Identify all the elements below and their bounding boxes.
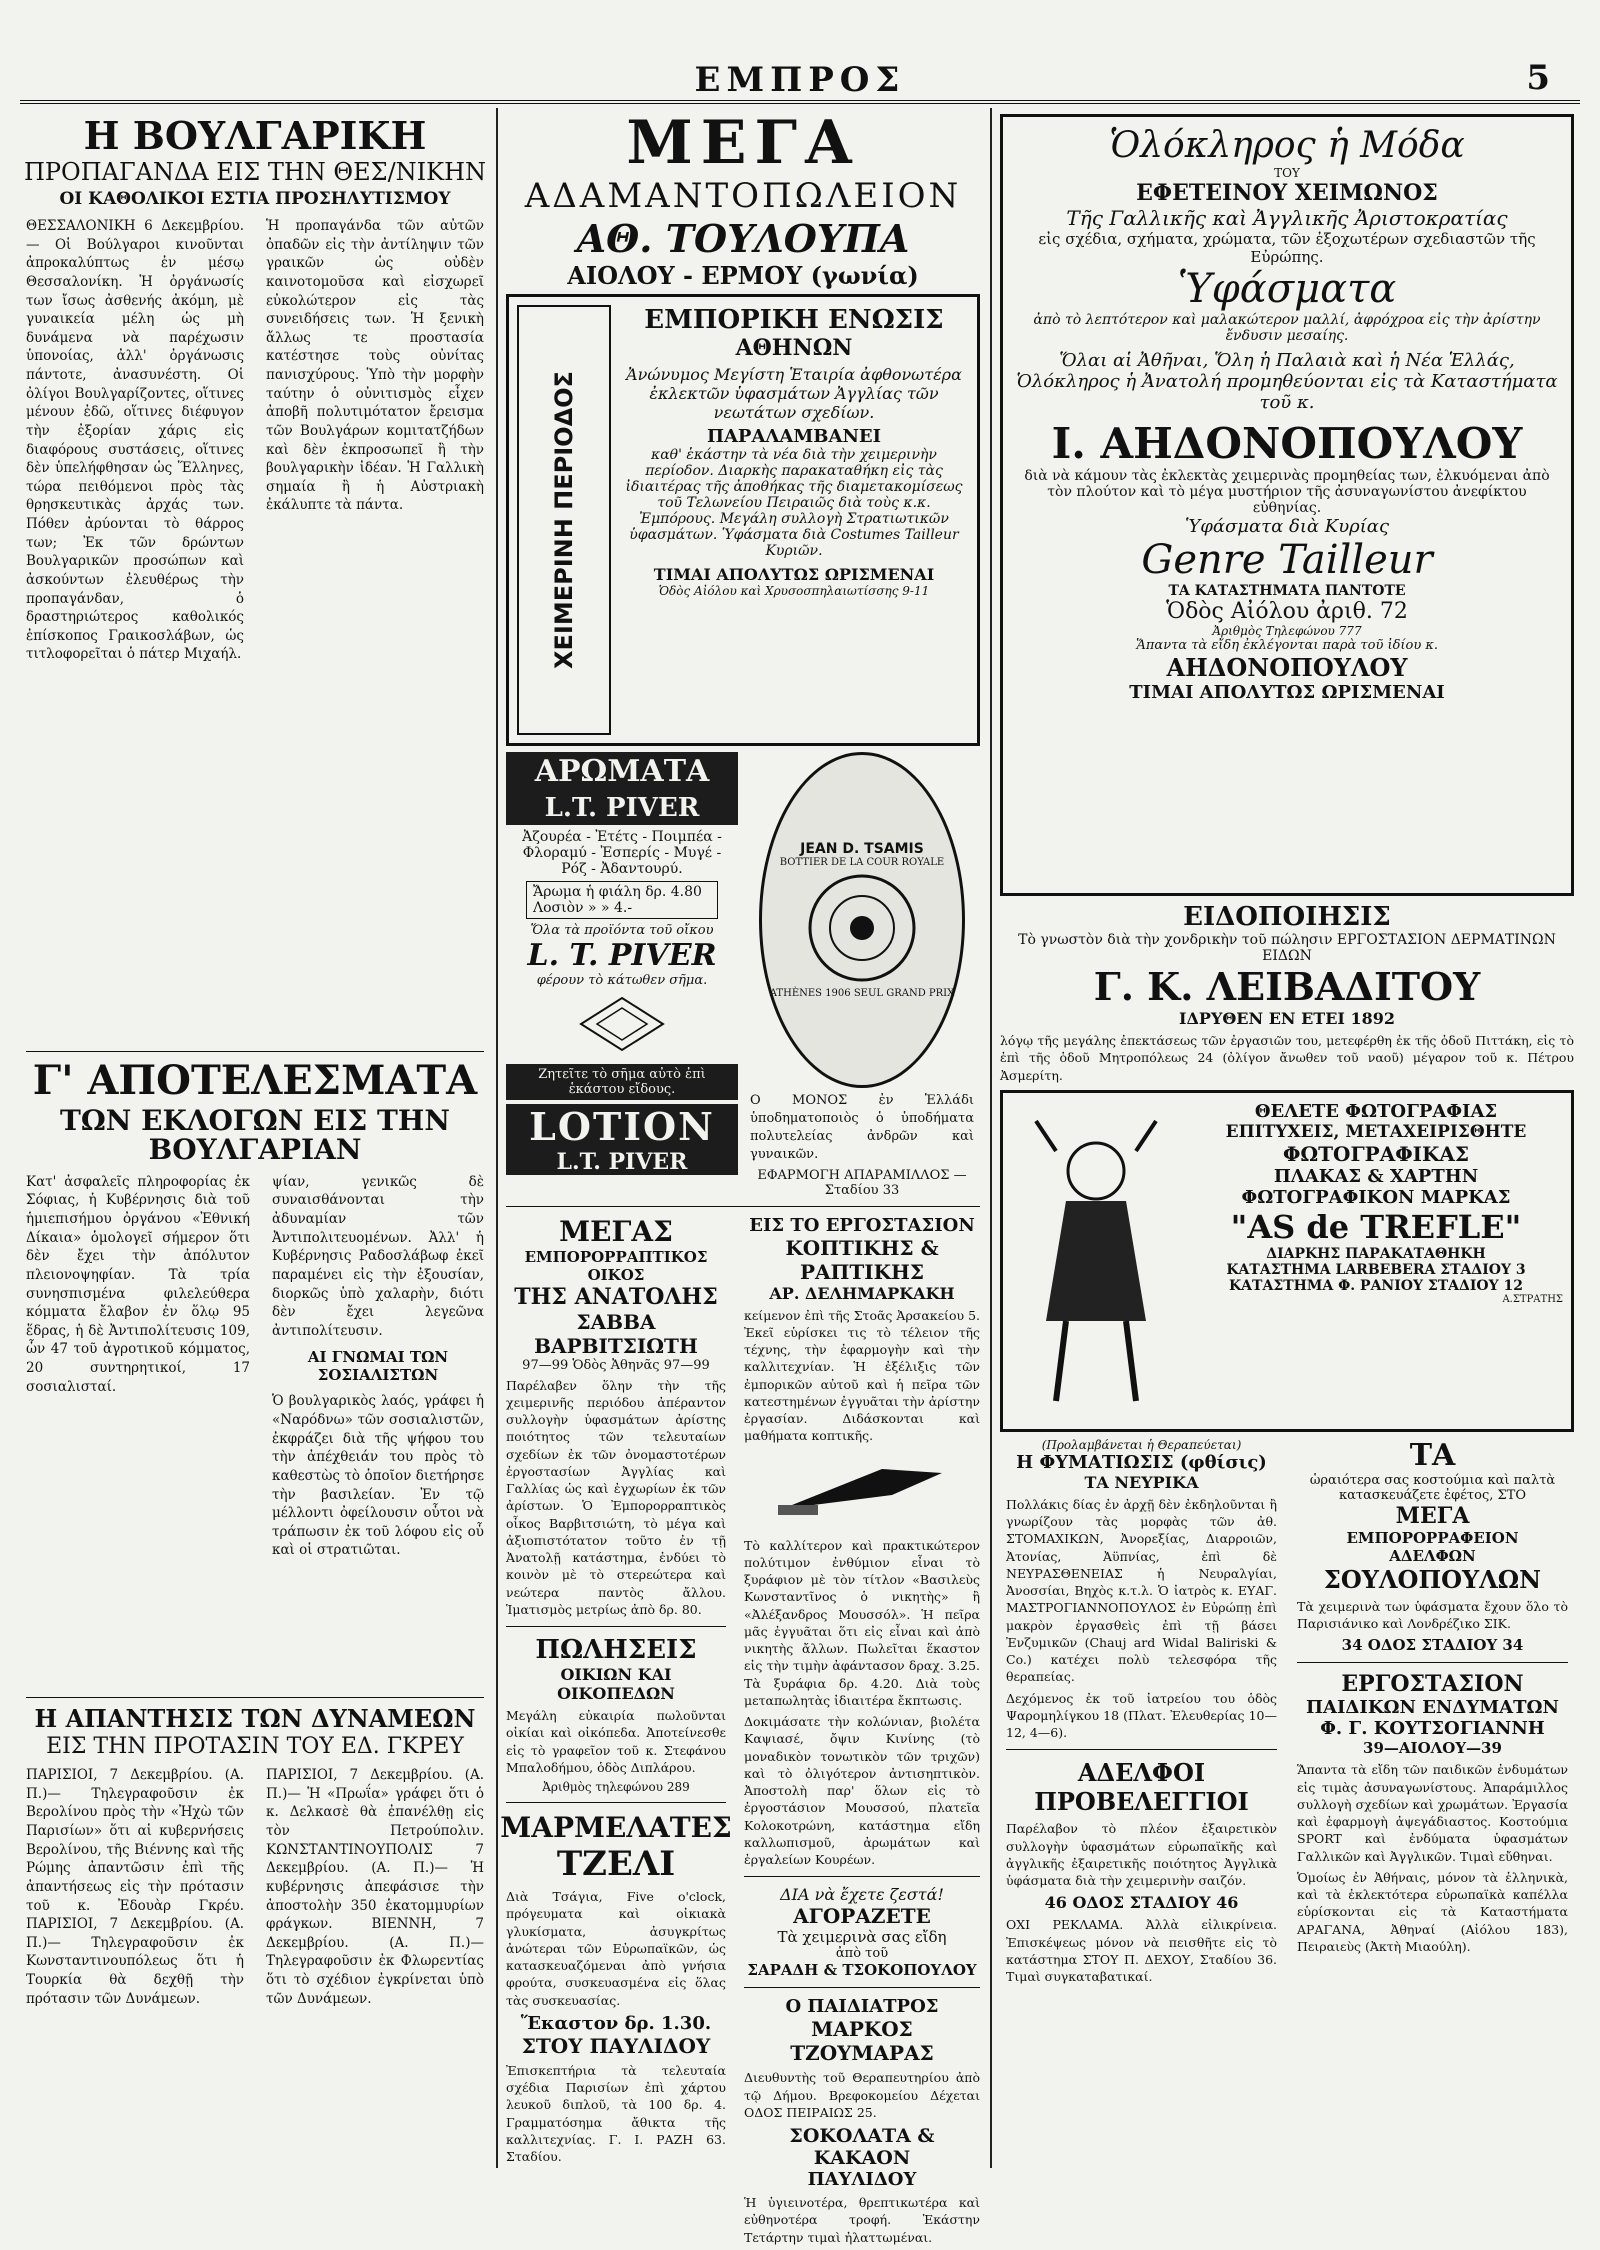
article-text: Κατ' ἀσφαλεῖς πληροφορίας ἐκ Σόφιας, ἡ Κυβέρνησις διὰ τοῦ ἡμιεπισήμου ὀργάνου «Ἐθνική Δίκαια» ὁμολογεῖ σήμερον ὅτι δὲν ἔχει τὴν ἀπόλυτον πλειονοψηφίαν. Τὰ τρία συνησπισμένα φιλελεύθερα κόμματα ἔλαβον ἐν ὅλῳ 95 ἕδρας, ἡ δὲ Ἀντιπολίτευσις 109, ὧν 47 τοῦ ἀγροτικοῦ κόμματος, 20 συντηρητικοί, 17 σοσιαλισταί. — [26, 1173, 250, 1395]
page-number: 5 — [1526, 58, 1550, 98]
medal-icon — [802, 868, 922, 988]
column-news — [20, 108, 490, 2168]
ad-text: Ὁμοίως ἐν Ἀθήναις, μόνον τὰ ἑλληνικὰ, καὶ τὰ ἐκλεκτότερα εὐρωπαϊκὰ καπέλλα εὑρίσκονται εἰς τὰ Καταστήματα ΑΡΑΓΑΝΑ, Ἀθηναί (Αἰόλου 183), Πειραιεὺς (Ἀκτὴ Μιαούλη). — [1297, 1869, 1568, 1954]
article-title: Η ΒΟΥΛΓΑΡΙΚΗ — [83, 113, 427, 158]
ad-address: ΕΦΑΡΜΟΓΗ ΑΠΑΡΑΜΙΛΛΟΣ — Σταδίου 33 — [757, 1167, 967, 1198]
ad-line: ΚΑΤΑΣΤΗΜΑ Φ. ΡΑΝΙΟΥ ΣΤΑΔΙΟΥ 12 — [1229, 1277, 1523, 1294]
divider — [506, 1206, 980, 1207]
ad-line: ΑΘ. ΤΟΥΛΟΥΠΑ — [576, 215, 910, 261]
ad-text: ὡραιότερα σας κοστούμια καὶ παλτὰ κατασκευάζετε ἐφέτος, ΣΤΟ — [1309, 1472, 1556, 1503]
article-text: Ὁ βουλγαρικὸς λαός, γράφει ἡ «Ναρόδνω» τῶν σοσιαλιστῶν, ἐκφράζει διὰ τῆς ψήφου του τὴν ἀπέχθειάν του πρὸς τὸ καθεστὼς τὸ ὁποῖον διετήρησε τὴν βασιλείαν. Ἐν τῷ μέλλοντι ὀφείλουσιν οὗτοι νὰ τράπωσιν ἐκ τοῦ λόφου εἰς οὗ καὶ οἱ στρατιῶται. — [272, 1393, 484, 1559]
ad-text: φέρουν τὸ κάτωθεν σῆμα. — [536, 972, 708, 988]
ad-name: ΑΡ. ΔΕΛΗΜΑΡΚΑΚΗ — [769, 1283, 955, 1303]
ad-text: Ἀνώνυμος Μεγίστη Ἑταιρία ἀφθονωτέρα ἐκλεκτῶν ὑφασμάτων Ἀγγλίας τῶν νεωτάτων σχεδίων. — [626, 364, 962, 422]
ad-signature: Α.ΣΤΡΑΤΗΣ — [1502, 1293, 1563, 1305]
divider — [506, 1626, 726, 1627]
ad-name: ΜΑΡΚΟΣ ΤΖΟΥΜΑΡΑΣ — [790, 2017, 934, 2066]
ad-line: Τῆς Γαλλικῆς καὶ Ἀγγλικῆς Ἀριστοκρατίας — [1066, 206, 1508, 230]
ad-line: ΘΕΛΕΤΕ ΦΩΤΟΓΡΑΦΙΑΣ — [1254, 1100, 1498, 1122]
ad-line: ΚΑΤΑΣΤΗΜΑ LARBEBERA ΣΤΑΔΙΟΥ 3 — [1226, 1261, 1526, 1278]
ad-line: ΙΔΡΥΘΕΝ ΕΝ ΕΤΕΙ 1892 — [1179, 1009, 1395, 1028]
ad-line: ΔΙΑ νὰ ἔχετε ζεστά! — [780, 1885, 944, 1905]
ad-text: Ὅλα τὰ προϊόντα τοῦ οἴκου — [530, 922, 714, 938]
ad-medal-oval — [759, 752, 965, 1088]
ad-side-text: ΧΕΙΜΕΡΙΝΗ ΠΕΡΙΟΔΟΣ — [550, 370, 578, 669]
ad-tsamis — [744, 752, 980, 1198]
article-text: Ἡ προπαγάνδα τῶν αὐτῶν ὀπαδῶν εἰς τὴν ἀντίληψιν τῶν γραικῶν ὡς οὐδὲν καινοτομοῦσα καὶ εἰσχωρεῖ εὐκολώτερον εἰς τὰς συνειδήσεις των. Ἡ ξενικὴ ἄλλως τε προστασία κατέστησε τοὺς οὐνίτας πανισχύρους. Ὑπὸ τὴν μορφὴν ταύτην ὁ οὐνιτισμὸς εἶχεν ἀποβῆ πολυτιμότατον ἔρεισμα τῶν Βουλγάρων κομιτατζήδων καὶ δὲν ἐκπροσωπεῖ ἢ τὴν βουλγαρικὴν ἰδέαν. Ἡ Γαλλικὴ σημαία ἢ ἡ Αὐστριακὴ ἐκάλυπτε τὰ πάντα. — [266, 218, 484, 514]
divider — [1297, 1662, 1568, 1663]
article-subtitle: ΕΙΣ ΤΗΝ ΠΡΟΤΑΣΙΝ ΤΟΥ ΕΔ. ΓΚΡΕΥ — [46, 1734, 464, 1760]
ad-brand: JEAN D. TSAMIS — [800, 840, 924, 857]
ad-text: Ἡ ὑγιεινοτέρα, θρεπτικωτέρα καὶ εὐθηνοτέρα τροφή. Ἑκάστην Τετάρτην τιμαὶ ἠλαττωμέναι. — [744, 2195, 980, 2245]
ad-title: Ο ΠΑΙΔΙΑΤΡΟΣ — [785, 1996, 939, 2018]
ad-title: ΜΕΓΑ — [626, 108, 860, 178]
masthead — [20, 52, 1580, 104]
article-subtitle: ΠΡΟΠΑΓΑΝΔΑ ΕΙΣ ΤΗΝ ΘΕΣ/ΝΙΚΗΝ — [23, 157, 487, 186]
article-subhead: ΑΙ ΓΝΩΜΑΙ ΤΩΝ ΣΟΣΙΑΛΙΣΤΩΝ — [307, 1348, 449, 1385]
ad-text: Τὸ γνωστὸν διὰ τὴν χονδρικὴν τοῦ πώλησιν ΕΡΓΟΣΤΑΣΙΟΝ ΔΕΡΜΑΤΙΝΩΝ ΕΙΔΩΝ — [1018, 932, 1556, 964]
ad-price: Ἄρωμα ἡ φιάλη δρ. 4.80 — [533, 883, 702, 900]
ad-line: ΤΟΥ — [1274, 166, 1300, 180]
ad-line: ΑΙΟΛΟΥ - ΕΡΜΟΥ (γωνία) — [567, 260, 919, 290]
ad-address: 97—99 Ὁδὸς Ἀθηνᾶς 97—99 — [522, 1357, 710, 1373]
ad-shop: ΠΑΥΛΙΔΟΥ — [807, 2169, 917, 2191]
ad-row — [506, 752, 980, 1198]
ad-address: Ὁδὸς Αἰόλου καὶ Χρυσοσπηλαιωτίσσης 9-11 — [658, 583, 930, 598]
ad-name: Φ. Γ. ΚΟΥΤΣΟΓΙΑΝΝΗ — [1320, 1718, 1545, 1740]
ad-piver — [506, 752, 738, 1198]
divider — [26, 1697, 484, 1698]
ad-brand: ΤΖΕΛΙ — [556, 1844, 676, 1885]
ad-text: Ἅπαντα τὰ εἴδη τῶν παιδικῶν ἐνδυμάτων εἰς τιμὰς ἀσυναγωνίστους. Ἀπαράμιλλος συλλογὴ σχεδίων καὶ χρωμάτων. Ἐργασία καὶ ἐφαρμογὴ ἀψεγάδιαστος. Κοστούμια SPORT καὶ ἐνδύματα ὑφασμάτων Γαλλικῶν καὶ Ἀγγλικῶν. Τιμαὶ εὔθηναι. — [1297, 1762, 1568, 1864]
ad-text: καθ' ἑκάστην τὰ νέα διὰ τὴν χειμερινὴν περίοδον. Διαρκὴς παρακαταθήκη εἰς τὰς ἰδιαιτέρας τῆς ἀποθήκας τῆς διαμετακομίσεως τοῦ Τελωνείου Πειραιῶς διὰ τοὺς κ.κ. Ἐμπόρους. Μεγάλη συλλογὴ Στρατιωτικῶν ὑφασμάτων. Ὑφάσματα διὰ Costumes Tailleur Κυριῶν. — [625, 446, 963, 559]
ad-text: εἰς σχέδια, σχήματα, χρώματα, τῶν ἐξοχωτέρων σχεδιαστῶν τῆς Εὐρώπης. — [1038, 230, 1536, 266]
ad-trademark-icon — [506, 994, 738, 1058]
ad-title: Ὁλόκληρος ἡ Μόδα — [1109, 125, 1465, 166]
ad-line: ἀπὸ τοῦ — [835, 1946, 889, 1962]
ad-line: ΚΟΠΤΙΚΗΣ & ΡΑΠΤΙΚΗΣ — [785, 1235, 939, 1284]
ad-price: Λοσιὸν » » 4.- — [533, 899, 633, 916]
ad-notice-leivaditou — [994, 902, 1580, 1084]
ad-text: ATHÈNES 1906 SEUL GRAND PRIX — [769, 987, 955, 999]
ad-heading: ΤΑ — [1409, 1437, 1456, 1473]
ad-tailors — [1291, 1438, 1574, 1990]
ad-side-banner — [517, 305, 611, 735]
ad-line: ΣΑΒΒΑ ΒΑΡΒΙΤΣΙΩΤΗ — [534, 1309, 698, 1358]
ad-column-right — [738, 1215, 986, 2250]
divider — [744, 1876, 980, 1877]
ad-price: ΤΙΜΑΙ ΑΠΟΛΥΤΩΣ ΩΡΙΣΜΕΝΑΙ — [1129, 682, 1445, 703]
column-rule — [496, 108, 498, 2168]
ad-line: ΑΓΟΡΑΖΕΤΕ — [793, 1904, 931, 1929]
ad-title: ΜΕΓΑΣ — [559, 1214, 673, 1248]
column-ads-middle — [500, 108, 986, 2245]
ad-brand: L.T. PIVER — [506, 791, 738, 825]
ad-text: Μεγάλη εὐκαιρία πωλοῦνται οἰκίαι καὶ οἰκόπεδα. Ἀποτείνεσθε εἰς τὸ γραφεῖον τοῦ κ. Στεφάνου Μπαλοδήμου, ὁδὸς Διπλάρου. — [506, 1708, 726, 1775]
ad-title: LOTION — [506, 1104, 738, 1149]
column-ads-right — [994, 108, 1580, 2168]
divider — [744, 1987, 980, 1988]
ad-text: Ἀζουρέα - Ἐτέτς - Ποιμπέα - Φλοραμύ - Ἐσπερίς - Μυγέ - Ρόζ - Ἀδαντουρύ. — [522, 828, 722, 877]
ad-line: ΤΑ ΝΕΥΡΙΚΑ — [1084, 1472, 1199, 1492]
ad-line: ΔΙΑΡΚΗΣ ΠΑΡΑΚΑΤΑΘΗΚΗ — [1266, 1245, 1486, 1262]
ad-mega-diamonds — [500, 108, 986, 290]
ad-saradi — [738, 1885, 986, 1979]
ad-text: Ὑφάσματα διὰ Κυρίας — [1184, 516, 1390, 537]
ad-stamp: Ζητεῖτε τὸ σῆμα αὐτὸ ἐπὶ ἑκάστου εἴδους. — [506, 1064, 738, 1100]
ad-text: Τὰ χειμερινὰ των ὑφάσματα ἔχουν ὅλο τὸ Παρισιάνικο καὶ Λονδρέζικο ΣΙΚ. — [1297, 1598, 1568, 1631]
ad-title: ΣΟΚΟΛΑΤΑ & ΚΑΚΑΟΝ — [789, 2125, 935, 2170]
ad-title: ΕΡΓΟΣΤΑΣΙΟΝ — [1341, 1671, 1524, 1698]
ad-text: Ὅλαι αἱ Ἀθῆναι, Ὅλη ἡ Παλαιὰ καὶ ἡ Νέα Ἑλλάς, Ὁλόκληρος ἡ Ἀνατολή προμηθεύονται εἰς τὰ Καταστήματα τοῦ κ. — [1016, 350, 1558, 413]
ad-text: Ο ΜΟΝΟΣ ἐν Ἑλλάδι ὑποδηματοποιὸς ὁ ὑποδήματα πολυτελείας ἀνδρῶν καὶ γυναικῶν. — [750, 1092, 974, 1162]
ad-row — [500, 1215, 986, 2250]
ad-text: διὰ νὰ κάμουν τὰς ἐκλεκτὰς χειμερινὰς προμηθείας των, ἐλκυόμεναι ἀπὸ τὸν πλούτον καὶ τὸ μέγα μυστήριον τῆς ἀσυναγωνίστου ἀνεφίκτου εὐθηνίας. — [1024, 468, 1550, 516]
ad-text: Παρέλαβον τὸ πλέον ἐξαιρετικὸν συλλογὴν ὑφασμάτων εὐρωπαϊκῆς καὶ ἀγγλικῆς ἐξαιρετικῆς ποιότητος Ἀγγλικὰ ὑφάσματα διὰ τὴν χειμερινὴν σαιζόν. — [1006, 1821, 1277, 1888]
column-rule — [990, 108, 992, 2168]
ad-text: Πολλάκις δίας ἐν ἀρχῇ δὲν ἐκδηλοῦνται ἢ γνωρίζουν τὰς μορφὰς τῶν ἀθ. ΣΤΟΜΑΧΙΚΩΝ, Ἀνορεξίας, Διαρροιῶν, Ἀτονίας, Ἀϋπνίας, ἐπὶ δὲ ΝΕΥΡΑΣΘΕΝΕΙΑΣ ἡ Νευραλγίαι, Ἀνοσσίαι, Βηχὸς κ.τ.λ. Ὁ ἰατρὸς κ. ΕΥΑΓ. ΜΑΣΤΡΟΓΙΑΝΝΟΠΟΥΛΟΣ ἐν Εὐρώπῃ ἐπὶ μακρὸν ἐργασθεὶς ἐπὶ τῇ βάσει Ἐνζυμικῶν (Chauj ard Widal Baliriski & Co.) κατέχει πολὺ τελεσφόρα τῆς θεραπείας. — [1006, 1496, 1277, 1685]
ad-name: Γ. Κ. ΛΕΙΒΑΔΙΤΟΥ — [1093, 964, 1481, 1009]
ad-text: Διὰ Τσάγια, Five o'clock, πρόγευματα καὶ οἰκιακὰ γλυκίσματα, ἀσυγκρίτως ἀνώτεραι τῶν Εὐρωπαϊκῶν, ὡς κατασκευαζόμεναι ἀπὸ γνήσια φρούτα, συσκευασμένα εἰς ὅλας τὰς συσκευασίας. — [506, 1889, 726, 2008]
ad-text: κείμενον ἐπὶ τῆς Στοᾶς Ἀρσακείου 5. Ἐκεῖ εὑρίσκει τις τὸ τέλειον τῆς τέχνης, τὴν ἐφαρμογὴν καὶ τὴν καλλιτεχνίαν. Ἡ ἐξέλιξις τῶν ἐμπορικῶν αὐτοῦ καὶ ἡ πεῖρα τῶν κατεστημένων ἐγγυᾶται τὴν ἀρίστην ἐργασίαν. Διδάσκονται καὶ μαθήματα κοπτικῆς. — [744, 1307, 980, 1444]
ad-line: ΕΦΕΤΕΙΝΟΥ ΧΕΙΜΩΝΟΣ — [1136, 180, 1438, 206]
ad-name: ΠΡΟΒΕΛΕΓΓΙΟΙ — [1034, 1787, 1249, 1817]
ad-address: Δεχόμενος ἐκ τοῦ ἰατρείου του ὁδὸς Ψαρομηλίγκου 18 (Πλατ. Ἐλευθερίας 10—12, 4—6). — [1006, 1690, 1277, 1740]
ad-text: Δοκιμάσατε τὴν κολώνιαν, βιολέτα Καψιασέ, ὄψιν Κινίνης (τὸ μοναδικὸν τονωτικὸν τῶν τριχῶν) καὶ τὸ ὀλιγότερον ἀντισηπτικὸν. Ἀποστολὴ παρ' ὅλων εἰς τὸ ἐργοστάσιον Μουσσού, πλατεῖα Κολοκοτρώνη, κατάστημα εἴδη καλλωπισμοῦ, ἀρωμάτων καὶ ἐργαλείων Κουρέων. — [744, 1714, 980, 1868]
ad-line: ΤΗΣ ΑΝΑΤΟΛΗΣ — [514, 1283, 718, 1310]
article-title: Γ' ΑΠΟΤΕΛΕΣΜΑΤΑ — [32, 1057, 478, 1105]
ad-shop: ΣΤΟΥ ΠΑΥΛΙΔΟΥ — [521, 2033, 711, 2058]
divider — [26, 1051, 484, 1052]
article-body — [20, 1169, 490, 1689]
ad-address: 34 ΟΔΟΣ ΣΤΑΔΙΟΥ 34 — [1341, 1636, 1524, 1655]
ad-price: Ἕκαστον δρ. 1.30. — [520, 2012, 712, 2034]
ad-heading: ΕΙΔΟΠΟΙΗΣΙΣ — [1183, 902, 1391, 932]
ad-script: Genre Tailleur — [1141, 537, 1433, 583]
ad-text: Τὸ καλλίτερον καὶ πρακτικώτερον πολύτιμον ἐνθύμιον εἶναι τὸ ξυράφιον μὲ τὸν τίτλον «Βασιλεὺς Κωνσταντῖνος ὁ νικητὴς» ἢ «Ἀλέξανδρος Μουσσόλ». Ἡ πεῖρα μᾶς ἐγγυᾶται ὅτι εἰς εἶναι καὶ ἀπὸ νικητὴς ἄλλων. Πωλεῖται ἕκαστον εἰς τὴν τιμὴν ἀφάντασον δραχ. 3.25. Τὰ ξυράφια δρ. 4.20. Διὰ τοὺς μεταπωλητὰς ἰδιαιτέρα ἔκπτωσις. — [744, 1537, 980, 1708]
ad-title: ΜΑΡΜΕΛΑΤΕΣ — [500, 1811, 732, 1845]
ad-line: ΕΜΠΟΡΟΡΡΑΦΕΙΟΝ — [1346, 1528, 1519, 1547]
ad-text: Ἐπισκεπτήρια τὰ τελευταία σχέδια Παρισίων ἐπὶ χάρτου λευκοῦ διπλοῦ, τὰ 100 δρ. 4. Γραμματόσημα ἄθικτα τῆς καλλιτεχνίας. Γ. Ι. ΡΑΖΗ 63. Σταδίου. — [506, 2062, 726, 2165]
ad-city: ΑΘΗΝΩΝ — [735, 334, 853, 361]
ad-line: ΑΔΑΜΑΝΤΟΠΩΛΕΙΟΝ — [524, 176, 962, 216]
ad-title: ΠΩΛΗΣΕΙΣ — [535, 1635, 697, 1666]
ad-title: ΜΕΓΑ — [1395, 1502, 1470, 1529]
article-subtitle: ΤΩΝ ΕΚΛΟΓΩΝ ΕΙΣ ΤΗΝ ΒΟΥΛΓΑΡΙΑΝ — [60, 1104, 450, 1167]
article-body — [20, 1762, 490, 2012]
ad-line: ΕΠΙΤΥΧΕΙΣ, ΜΕΤΑΧΕΙΡΙΣΘΗΤΕ — [1225, 1121, 1527, 1142]
ad-address: 46 ΟΔΟΣ ΣΤΑΔΙΟΥ 46 — [1044, 1893, 1239, 1913]
ad-fashion — [1000, 114, 1574, 896]
divider — [1006, 1749, 1277, 1750]
ad-text: Ἅπαντα τὰ εἴδη ἐκλέγονται παρὰ τοῦ ἰδίου κ. — [1135, 638, 1439, 653]
ad-brand: L.T. PIVER — [506, 1149, 738, 1175]
ad-line: Τὰ χειμερινὰ σας εἴδη — [777, 1928, 947, 1947]
divider — [506, 1802, 726, 1803]
ad-text: Διευθυντὴς τοῦ Θεραπευτηρίου ἀπὸ τῷ Δήμου. Βρεφοκομείου Δέχεται ΟΔΟΣ ΠΕΙΡΑΙΩΣ 25. — [744, 2070, 980, 2120]
ad-title: ΑΡΩΜΑΤΑ — [506, 752, 738, 791]
ad-name: Ι. ΑΗΔΟΝΟΠΟΥΛΟΥ — [1051, 419, 1523, 468]
ad-title: ΑΔΕΛΦΟΙ — [1077, 1758, 1206, 1788]
ad-text: λόγῳ τῆς μεγάλης ἐπεκτάσεως τῶν ἐργασιῶν του, μετεφέρθη ἐκ τῆς ὁδοῦ Πιττάκη, εἰς τὸ ἐπὶ τῆς ὁδοῦ Μητροπόλεως 24 (ὀλίγον ἄνωθεν τοῦ ναοῦ) μέγαρον τοῦ κ. Πέτρου Ἀσμερίτη. — [1000, 1033, 1574, 1083]
ad-line: ΟΙΚΙΩΝ ΚΑΙ ΟΙΚΟΠΕΔΩΝ — [557, 1665, 675, 1704]
article-title: Η ΑΠΑΝΤΗΣΙΣ ΤΩΝ ΔΥΝΑΜΕΩΝ — [34, 1703, 476, 1733]
ad-title: ΕΜΠΟΡΙΚΗ ΕΝΩΣΙΣ — [644, 304, 944, 335]
ad-text: Παρέλαβεν ὅλην τὴν τῆς χειμερινῆς περιόδου ἀπέραντον συλλογὴν ὑφασμάτων ἀρίστης ποιότητος τῶν τελευταίων σχεδίων ἐκ τῶν ὀνομαστοτέρων ἐργοστασίων Ἀγγλίας καὶ Γαλλίας ὡς καὶ ἐγχωρίων ἐκ τῶν ἀρίστων. Ὁ Ἐμπορορραπτικὸς οἶκος Βαρβιτσιώτη, τὸ μέγα καὶ ἀξιοπιστότατον τοῦτο ἐν τῇ Ἀνατολῇ κατάστημα, ἐνδύει τὸ κοινὸν μὲ τὸ στερεώτερα καὶ νεώτερα παντὸς ἄλλου. Ἱματισμὸς μετρίως ἀπὸ δρ. 80. — [506, 1377, 726, 1617]
ad-phone: Ἀριθμὸς Τηλεφώνου 777 — [1212, 624, 1362, 638]
ad-line: ΦΩΤΟΓΡΑΦΙΚΑΣ — [1282, 1141, 1470, 1166]
jester-illustration-icon — [1011, 1101, 1181, 1421]
ad-text: BOTTIER DE LA COUR ROYALE — [779, 856, 945, 868]
ad-line: ΠΑΙΔΙΚΩΝ ΕΝΔΥΜΑΤΩΝ — [1306, 1697, 1559, 1719]
article-text: ΠΑΡΙΣΙΟΙ, 7 Δεκεμβρίου. (Α. Π.)— Τηλεγραφοῦσιν ἐκ Βερολίνου πρὸς τὴν «Ἠχὼ τῶν Παρισίων» ὅτι αἱ κυβερνήσεις Βερολίνου, τῆς Βιέννης καὶ τῆς Ρώμης ἀπαντῶσιν ἐπὶ τῆς ἀπαντήσεως εἰς τὴν πρότασιν τοῦ κ. Ἐδουὰρ Γκρέυ. ΠΑΡΙΣΙΟΙ, 7 Δεκεμβρίου. (Α. Π.)— Τηλεγραφοῦσιν ἐκ Κωνσταντινουπόλεως ὅτι ἡ Τουρκία θὰ δεχθῇ τὴν πρότασιν τῶν Δυνάμεων. — [26, 1767, 244, 2007]
ad-address: Ὁδὸς Αἰόλου ἀριθ. 72 — [1166, 599, 1408, 624]
ad-name: ΣΑΡΑΔΗ & ΤΣΟΚΟΠΟΥΛΟΥ — [747, 1961, 977, 1980]
razor-icon — [738, 1449, 986, 1533]
ad-heading: ΠΑΡΑΛΑΜΒΑΝΕΙ — [706, 425, 882, 447]
ad-text: ἀπὸ τὸ λεπτότερον καὶ μαλακώτερον μαλλί, ἀφρόχροα εἰς τὴν ἀρίστην ἔνδυσιν μεσαίης. — [1033, 312, 1541, 344]
ad-commercial-union — [506, 294, 980, 746]
ad-address: 39—ΑΙΟΛΟΥ—39 — [1363, 1739, 1502, 1758]
ad-line: ΠΛΑΚΑΣ & ΧΑΡΤΗΝ ΦΩΤΟΓΡΑΦΙΚΟΝ ΜΑΡΚΑΣ — [1241, 1165, 1511, 1208]
ad-text: ΟΧΙ ΡΕΚΛΑΜΑ. Ἀλλὰ εἰλικρίνεια. Ἐπισκέψεως μόνον νὰ πεισθῆτε εἰς τὸ κατάστημα ΣΤΟΥ Π. ΔΕΧΟΥ, Σταδίου 36. Τιμαὶ συγκαταβατικαί. — [1006, 1917, 1277, 1984]
article-text: ψίαν, γενικῶς δὲ συναισθάνονται τὴν ἀδυναμίαν τῶν Ἀντιπολιτευομένων. Ἀλλ' ἡ Κυβέρνησις Ραδοσλάβωφ ἐκεῖ παραμένει εἰς τὴν ἐξουσίαν, διορκῶς ὑπὸ χαλαρὴν, διότι δὲν ἔχει λεγεῶνα ἀντιπολίτευσιν. — [272, 1173, 484, 1339]
ad-price-box — [526, 881, 718, 919]
ad-price: ΤΙΜΑΙ ΑΠΟΛΥΤΩΣ ΩΡΙΣΜΕΝΑΙ — [653, 564, 935, 584]
ad-photography — [1000, 1090, 1574, 1432]
ad-row — [1000, 1438, 1574, 1990]
ad-tuberculosis — [1000, 1438, 1283, 1990]
newspaper-name: ΕΜΠΡΟΣ — [694, 60, 906, 100]
ad-title: ΕΙΣ ΤΟ ΕΡΓΟΣΤΑΣΙΟΝ — [749, 1214, 975, 1236]
ad-title: Η ΦΥΜΑΤΙΩΣΙΣ (φθίσις) — [1016, 1451, 1267, 1473]
ad-name: ΣΟΥΛΟΠΟΥΛΩΝ — [1323, 1564, 1542, 1594]
ad-line: ΤΑ ΚΑΤΑΣΤΗΜΑΤΑ ΠΑΝΤΟΤΕ — [1168, 583, 1406, 599]
ad-note: (Προλαμβάνεται ἡ Θεραπεύεται) — [1041, 1437, 1242, 1452]
article-text: ΘΕΣΣΑΛΟΝΙΚΗ 6 Δεκεμβρίου.— Οἱ Βούλγαροι κινοῦνται ἀπροκαλύπτως ἐν μέσῳ Θεσσαλονίκη. Ἡ ὀργάνωσίς των ἴσως ἀσθενής ἀκόμη, μὲ γυναικεία μέλη ὡς μὴ δυνάμενα νὰ παρέχωσιν ὑπονοίας, ἀλλ' ὀργάνωσις πάντοτε, ἀνασυνέστη. Οἱ ὀλίγοι Βουλγαρίζοντες, οἵτινες μένουν ἐδῶ, οἵτινες διέφυγον τὴν ἐξορίαν χάρις εἰς διαφόρους συστάσεις, οἵτινες δὲν ὑπελήφθησαν ὡς Ἕλληνες, τώρα πειθόμενοι πρὸς τὰς θρησκευτικὰς ἀρχάς των. Πόθεν ἀρύονται τὸ θάρρος των; Ἐκ τῶν δρώντων Βουλγαρικῶν προσώπων καὶ ἀσκούντων ἐλευθέρως τὴν προπαγάνδαν, ὁ δραστηριώτερος καθολικός ἐπίσκοπος Γραικοσλάβων, ὡς τιτλοφορεῖται ὁ πάτερ Μιχαήλ. — [26, 218, 244, 663]
article-text: ΠΑΡΙΣΙΟΙ, 7 Δεκεμβρίου. (Α. Π.)— Ἡ «Πρωΐα» γράφει ὅτι ὁ κ. Δελκασὲ θὰ ἐπανέλθῃ εἰς τὸν Πετρούπολιν. ΚΩΝΣΤΑΝΤΙΝΟΥΠΟΛΙΣ 7 Δεκεμβρίου. (Α. Π.)— Ἡ κυβέρνησις ἀπεφάσισε τὴν ἀποστολὴν 350 ἑκατομμυρίων φράγκων. ΒΙΕΝΝΗ, 7 Δεκεμβρίου. (Α. Π.)— Τηλεγραφοῦσιν ἐκ Φλωρεντίας ὅτι τὸ σχέδιον ἐγκρίνεται ὑπὸ τῶν Δυνάμεων. — [266, 1767, 484, 2007]
ad-line: ΕΜΠΟΡΟΡΡΑΠΤΙΚΟΣ ΟΙΚΟΣ — [524, 1247, 708, 1284]
ad-heading: Ὑφάσματα — [1177, 266, 1397, 312]
article-body — [20, 213, 490, 1043]
ad-brand: "AS de TREFLE" — [1230, 1207, 1522, 1246]
ad-line: ΑΔΕΛΦΩΝ — [1389, 1546, 1476, 1565]
ad-brand: L. T. PIVER — [527, 937, 717, 973]
ad-name: ΑΗΔΟΝΟΠΟΥΛΟΥ — [1166, 653, 1408, 682]
article-kicker: ΟΙ ΚΑΘΟΛΙΚΟΙ ΕΣΤΙΑ ΠΡΟΣΗΛΥΤΙΣΜΟΥ — [59, 189, 451, 210]
ad-phone: Ἀριθμὸς τηλεφώνου 289 — [542, 1780, 690, 1795]
ad-sabba — [500, 1215, 732, 2250]
